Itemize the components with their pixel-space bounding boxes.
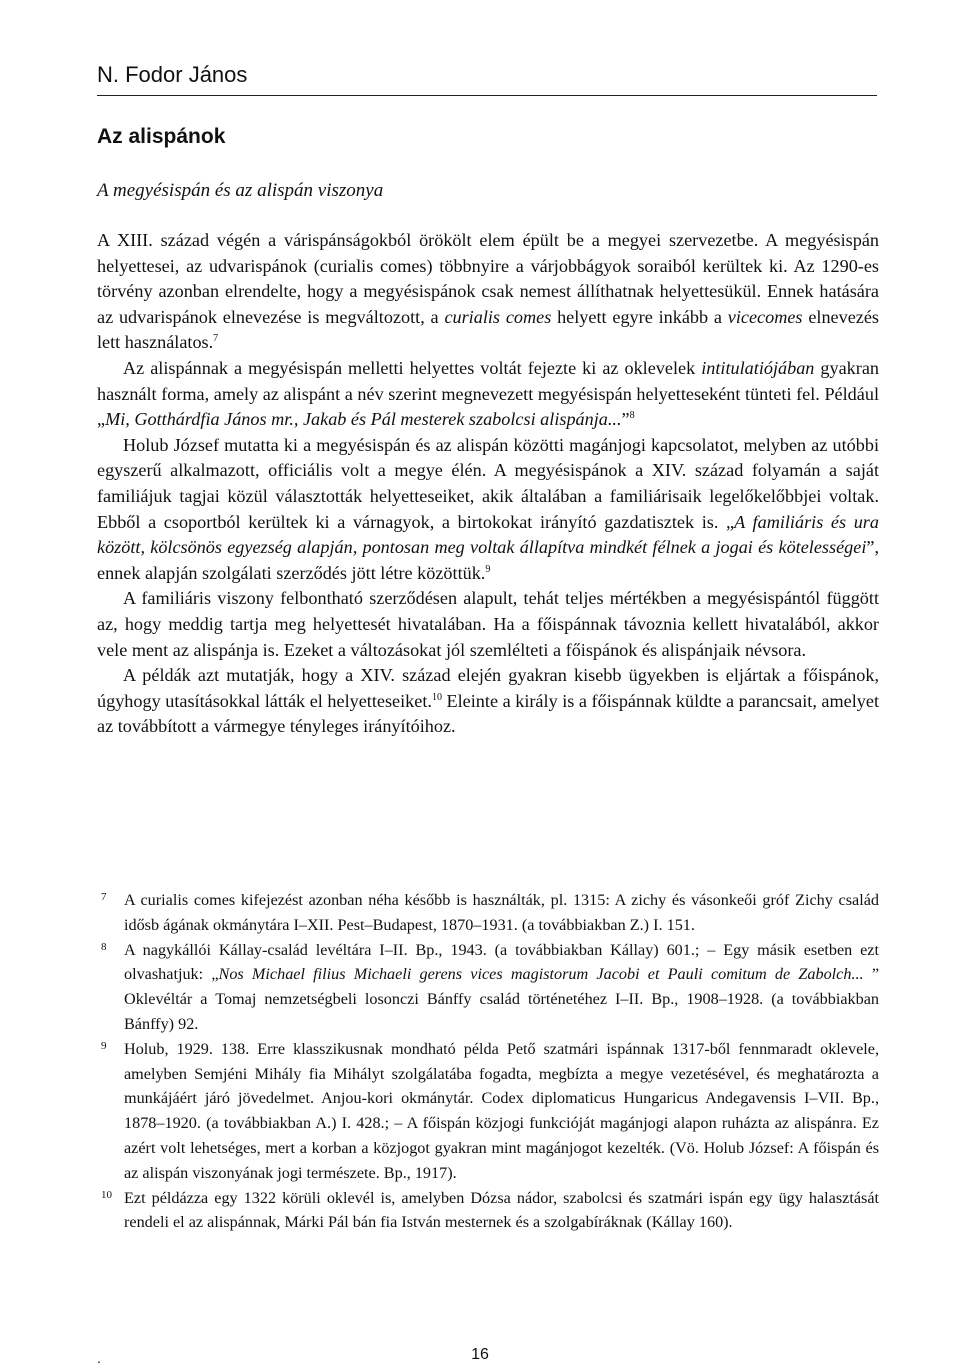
footnote-9: 9 Holub, 1929. 138. Erre klasszikusnak mondható példa Pető szatmári ispánnak 1317-ből fennmaradt oklevele, amelyben Semjéni Mihály fia Mihályt szolgálatába fogadta, megbízta a megye vezetésével, és meghatározta a munkájáért járó jövedelmet. Anjou-kori okmánytár. Codex diplomaticus Hungaricus Andegavensis I–VII. Bp., 1878–1920. (a továbbiakban A.) I. 428.; – A főispán közjogi funkcióját magánjogi alapon ruházta az alispánra. Ez azért volt lehetséges, mert a korban a közjogot gyakran mint magánjogot kezelték. (Vö. Holub József: A főispán és az alispán viszonyának jogi természete. Bp., 1917). xyxy=(97,1037,879,1186)
footnote-8: 8 A nagykállói Kállay-család levéltára I–II. Bp., 1943. (a továbbiakban Kállay) 601.; – Egy másik esetben ezt olvashatjuk: „Nos Michael filius Michaeli gerens vices magistorum Jacobi et Pauli comitum de Zabolch... ” Oklevéltár a Tomaj nemzetségbeli losonczi Bánffy család történetéhez I–II. Bp., 1908–1928. (a továbbiakban Bánffy) 92. xyxy=(97,938,879,1037)
header-rule xyxy=(97,95,877,96)
section-subtitle: A megyésispán és az alispán viszonya xyxy=(97,180,384,201)
author-name: N. Fodor János xyxy=(97,62,248,87)
footnote-number: 7 xyxy=(101,891,107,903)
term-vicecomes: vicecomes xyxy=(727,306,803,327)
paragraph-2: Az alispánnak a megyésispán melletti helyettes voltát fejezte ki az oklevelek intitulatiójában gyakran használt forma, amely az alispánt a név szerint megnevezett megyésispán helyetteseként tünteti fel. Például „Mi, Gotthárdfia János mr., Jakab és Pál mesterek szabolcsi alispánja...”$^8$ xyxy=(97,357,879,430)
footnote-number: 9 xyxy=(101,1039,107,1052)
footnote-10: 10 Ezt példázza egy 1322 körüli oklevél is, amelyben Dózsa nádor, szabolcsi és szatmári ispán egy ügy halasztását rendeli el az alispánnak, Márki Pál bán fia István mesternek és a szolgabíráknak (Kállay 160). xyxy=(97,1186,879,1236)
footnote-number: 8 xyxy=(101,940,107,953)
paragraph-3: Holub József mutatta ki a megyésispán és az alispán közötti magánjogi kapcsolatot, melyben az utóbbi egyszerű alkalmazott, officiális volt a megye élén. A megyésispánok a XIV. század folyamán a saját familiájuk tagjai közül választották helyetteseiket, akik általában a familiárisaik legelőkelőbbjei voltak. Ebből a csoportból kerültek ki a várnagyok, a birtokokat irányító gazdatisztek is. „A familiáris és ura között, kölcsönös egyezség alapján, pontosan meg voltak állapítva mindkét félnek a jogai és kötelességei”, ennek alapján szolgálati szerződés jött létre közöttük.$^9$ xyxy=(97,434,879,583)
paragraph-4: A familiáris viszony felbontható szerződésen alapult, tehát teljes mértékben a megyésispántól függött az, hogy meddig tartja meg helyettesét hivatalában. Ha a főispánnak távoznia kellett hivatalából, akkor vele ment az alispánja is. Ezeket a változásokat jól szemlélteti a főispánok és alispánjaik névsora. xyxy=(97,588,879,660)
footnote-ref-9: 9 xyxy=(485,563,491,575)
footnote-number: 10 xyxy=(101,1188,112,1201)
term-curialis-comes: curialis comes xyxy=(444,306,552,327)
paragraph-5: A példák azt mutatják, hogy a XIV. század elején gyakran kisebb ügyekben is eljártak a főispánok, úgyhogy utasításokkal látták el helyetteseiket.$^{10}$ Eleinte a király is a főispánnak küldte a parancsait, amelyet az továbbított a vármegye tényleges irányítóihoz. xyxy=(97,665,879,737)
footnotes xyxy=(97,888,879,1235)
quote-latin-example: Mi, Gotthárdfia János mr., Jakab és Pál mesterek szabolcsi alispánja... xyxy=(105,409,622,430)
term-intitulatio: intitulatiójában xyxy=(701,357,815,378)
body-text xyxy=(97,228,879,740)
margin-mark: . xyxy=(97,1350,101,1366)
chapter-title: Az alispánok xyxy=(97,125,226,148)
footnote-ref-10: 10 xyxy=(431,691,442,703)
footnote-ref-7: 7 xyxy=(213,333,219,345)
quote-familiaris: A familiáris és ura között, kölcsönös egyezség alapján, pontosan meg voltak állapítva mindkét félnek a jogai és kötelességei xyxy=(97,511,879,558)
paragraph-1: A XIII. század végén a várispánságokból örökölt elem épült be a megyei szervezetbe. A megyésispán helyettesei, az udvarispánok (curialis comes) többnyire a várjobbágyok soraiból kerültek ki. Az 1290-es törvény azonban elrendelte, hogy a megyésispánok csak nemest állíthatnak helyettesükül. Ennek hatására az udvarispánok elnevezése is megváltozott, a curialis comes helyett egyre inkább a vicecomes elnevezés lett használatos.$^7$ xyxy=(97,230,880,353)
footnote-7: 7 A curialis comes kifejezést azonban néha később is használták, pl. 1315: A zichy és vásonkeői gróf Zichy család idősb ágának okmánytára I–XII. Pest–Budapest, 1870–1931. (a továbbiakban Z.) I. 151. xyxy=(97,888,879,938)
page-number: 16 xyxy=(471,1346,489,1363)
footnote-ref-8: 8 xyxy=(629,410,635,422)
